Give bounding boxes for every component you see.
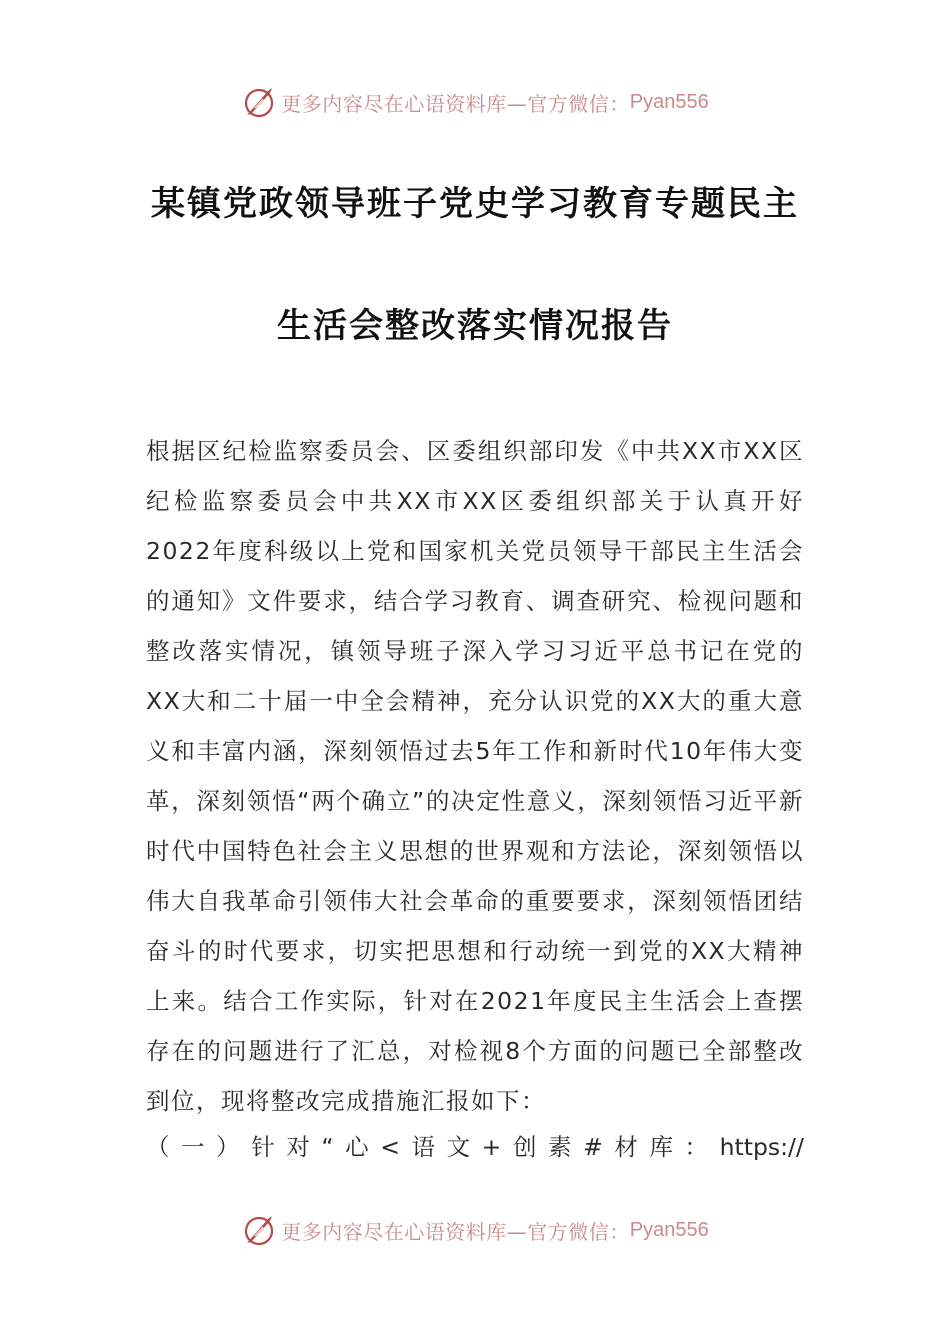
quill-pen-circle-icon: [241, 1212, 277, 1248]
section-heading-char: #: [583, 1133, 603, 1161]
section-heading-char: +: [481, 1133, 502, 1161]
document-title-line-1: 某镇党政领导班子党史学习教育专题民主: [151, 184, 799, 224]
document-body: [146, 426, 804, 1126]
quill-pen-circle-icon: [241, 84, 277, 120]
section-heading-char: 语: [411, 1133, 436, 1161]
footer-watermark: [0, 1210, 950, 1250]
section-heading-char: ）: [216, 1133, 240, 1161]
section-heading-char: （: [146, 1133, 170, 1161]
watermark-wechat-id: Pyan556: [629, 90, 709, 113]
section-heading-char: 素: [548, 1133, 572, 1161]
watermark-text: 更多内容尽在心语资料库—官方微信：: [281, 1219, 630, 1244]
section-heading-char: 心: [345, 1133, 369, 1161]
section-heading-char: https://: [719, 1133, 804, 1161]
watermark-text: 更多内容尽在心语资料库—官方微信：: [281, 91, 630, 116]
section-heading-char: 一: [181, 1133, 205, 1161]
section-heading-char: <: [380, 1133, 400, 1161]
document-title-line-2: 生活会整改落实情况报告: [277, 306, 673, 346]
header-watermark: [0, 82, 950, 122]
body-paragraph: 根据区纪检监察委员会、区委组织部印发《中共XX市XX区纪检监察委员会中共XX市XX区委组织部关于认真开好2022年度科级以上党和国家机关党员领导干部民主生活会的通知》文件要求，结合学习教育、调查研究、检视问题和整改落实情况，镇领导班子深入学习习近平总书记在党的XX大和二十届一中全会精神，充分认识党的XX大的重大意义和丰富内涵，深刻领悟过去5年工作和新时代10年伟大变革，深刻领悟“两个确立”的决定性意义，深刻领悟习近平新时代中国特色社会主义思想的世界观和方法论，深刻领悟以伟大自我革命引领伟大社会革命的重要要求，深刻领悟团结奋斗的时代要求，切实把思想和行动统一到党的XX大精神上来。结合工作实际，针对在2021年度民主生活会上查摆存在的问题进行了汇总，对检视8个方面的问题已全部整改到位，现将整改完成措施汇报如下：: [146, 437, 804, 1115]
section-heading-char: “: [321, 1133, 334, 1161]
section-heading-char: 库: [649, 1133, 673, 1161]
section-heading-char: 创: [512, 1133, 537, 1161]
section-heading-char: 材: [614, 1133, 638, 1161]
section-heading-char: 文: [446, 1133, 471, 1161]
watermark-wechat-id: Pyan556: [629, 1218, 709, 1241]
section-heading-char: 对: [286, 1133, 310, 1161]
section-heading-line: [146, 1122, 804, 1172]
section-heading-char: 针: [251, 1133, 275, 1161]
section-heading-char: ：: [684, 1133, 709, 1161]
